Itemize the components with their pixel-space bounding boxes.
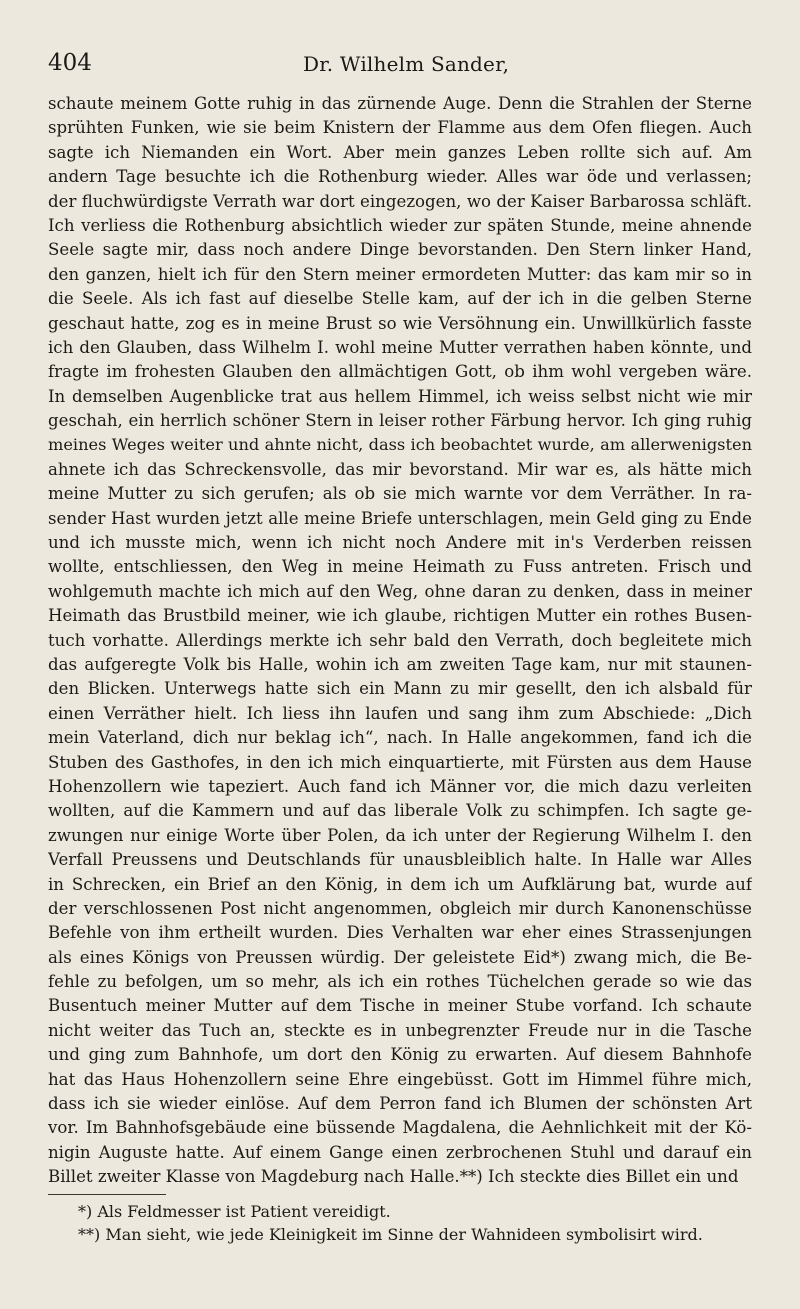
- text-line: nigin Auguste hatte. Auf einem Gange einen zerbrochenen Stuhl und darauf ein: [48, 1142, 752, 1162]
- text-line: wollte, entschliessen, den Weg in meine Heimath zu Fuss antreten. Frisch und: [48, 557, 752, 577]
- running-head: Dr. Wilhelm Sander,: [303, 52, 510, 76]
- footnote: **) Man sieht, wie jede Kleinigkeit im Sinne der Wahnideen symbolisirt wird.: [78, 1225, 703, 1244]
- text-line: Seele sagte mir, dass noch andere Dinge bevorstanden. Den Stern linker Hand,: [48, 240, 752, 260]
- text-line: sagte ich Niemanden ein Wort. Aber mein ganzes Leben rollte sich auf. Am: [48, 142, 752, 162]
- text-line: meine Mutter zu sich gerufen; als ob sie mich warnte vor dem Verräther. In ra-: [48, 484, 752, 504]
- text-line: mein Vaterland, dich nur beklag ich“, nach. In Halle angekommen, fand ich die: [48, 728, 752, 748]
- text-line: geschaut hatte, zog es in meine Brust so wie Versöhnung ein. Unwillkürlich fasste: [48, 313, 752, 333]
- text-line: in Schrecken, ein Brief an den König, in dem ich um Aufklärung bat, wurde auf: [48, 874, 752, 894]
- text-line: Befehle von ihm ertheilt wurden. Dies Verhalten war eher eines Strassenjungen: [48, 923, 752, 943]
- text-line: die Seele. Als ich fast auf dieselbe Stelle kam, auf der ich in die gelben Sterne: [48, 289, 752, 309]
- body-text: [48, 92, 752, 1190]
- text-line: Busentuch meiner Mutter auf dem Tische in meiner Stube vorfand. Ich schaute: [48, 996, 752, 1016]
- text-line: sprühten Funken, wie sie beim Knistern der Flamme aus dem Ofen fliegen. Auch: [48, 118, 752, 138]
- text-line: Stuben des Gasthofes, in den ich mich einquartierte, mit Fürsten aus dem Hause: [48, 752, 752, 772]
- text-line: dass ich sie wieder einlöse. Auf dem Perron fand ich Blumen der schönsten Art: [48, 1094, 752, 1114]
- text-line: sender Hast wurden jetzt alle meine Briefe unterschlagen, mein Geld ging zu Ende: [48, 508, 752, 528]
- text-line: Hohenzollern wie tapeziert. Auch fand ich Männer vor, die mich dazu verleiten: [48, 776, 752, 796]
- text-line: meines Weges weiter und ahnte nicht, dass ich beobachtet wurde, am allerwenigsten: [48, 435, 752, 455]
- text-line: tuch vorhatte. Allerdings merkte ich sehr bald den Verrath, doch begleitete mich: [48, 630, 752, 650]
- text-line: Verfall Preussens und Deutschlands für unausbleiblich halte. In Halle war Alles: [48, 850, 752, 870]
- text-line: den ganzen, hielt ich für den Stern meiner ermordeten Mutter: das kam mir so in: [48, 264, 752, 284]
- text-line: Billet zweiter Klasse von Magdeburg nach Halle.**) Ich steckte dies Billet ein und: [48, 1167, 739, 1187]
- text-line: der verschlossenen Post nicht angenommen, obgleich mir durch Kanonenschüsse: [48, 898, 752, 918]
- page-header: [48, 50, 752, 82]
- text-line: geschah, ein herrlich schöner Stern in leiser rother Färbung hervor. Ich ging ruhig: [48, 411, 752, 431]
- text-line: schaute meinem Gotte ruhig in das zürnende Auge. Denn die Strahlen der Sterne: [48, 94, 752, 113]
- page-number: 404: [48, 50, 92, 76]
- text-line: fehle zu befolgen, um so mehr, als ich ein rothes Tüchelchen gerade so wie das: [48, 972, 752, 992]
- text-line: zwungen nur einige Worte über Polen, da ich unter der Regierung Wilhelm I. den: [48, 825, 752, 845]
- text-line: ahnete ich das Schreckensvolle, das mir bevorstand. Mir war es, als hätte mich: [48, 459, 752, 479]
- text-line: Ich verliess die Rothenburg absichtlich wieder zur späten Stunde, meine ahnende: [48, 215, 752, 235]
- text-line: fragte im frohesten Glauben den allmächtigen Gott, ob ihm wohl vergeben wäre.: [48, 362, 752, 382]
- text-line: wohlgemuth machte ich mich auf den Weg, ohne daran zu denken, dass in meiner: [48, 581, 752, 601]
- text-line: den Blicken. Unterwegs hatte sich ein Mann zu mir gesellt, den ich alsbald für: [48, 679, 752, 699]
- text-line: Heimath das Brustbild meiner, wie ich glaube, richtigen Mutter ein rothes Busen-: [48, 606, 752, 626]
- footnote: *) Als Feldmesser ist Patient vereidigt.: [78, 1202, 391, 1221]
- text-line: als eines Königs von Preussen würdig. Der geleistete Eid*) zwang mich, die Be-: [48, 947, 752, 967]
- text-line: einen Verräther hielt. Ich liess ihn laufen und sang ihm zum Abschiede: „Dich: [48, 703, 752, 723]
- footnotes: [78, 1200, 758, 1246]
- text-line: ich den Glauben, dass Wilhelm I. wohl meine Mutter verrathen haben könnte, und: [48, 337, 752, 357]
- text-line: hat das Haus Hohenzollern seine Ehre eingebüsst. Gott im Himmel führe mich,: [48, 1069, 752, 1089]
- text-line: In demselben Augenblicke trat aus hellem Himmel, ich weiss selbst nicht wie mir: [48, 386, 752, 406]
- text-line: der fluchwürdigste Verrath war dort eingezogen, wo der Kaiser Barbarossa schläft.: [48, 191, 752, 211]
- text-line: nicht weiter das Tuch an, steckte es in unbegrenzter Freude nur in die Tasche: [48, 1020, 752, 1040]
- text-line: andern Tage besuchte ich die Rothenburg wieder. Alles war öde und verlassen;: [48, 167, 752, 187]
- text-line: vor. Im Bahnhofsgebäude eine büssende Magdalena, die Aehnlichkeit mit der Kö-: [48, 1118, 752, 1138]
- text-line: und ich musste mich, wenn ich nicht noch Andere mit in's Verderben reissen: [48, 533, 752, 553]
- text-line: wollten, auf die Kammern und auf das liberale Volk zu schimpfen. Ich sagte ge-: [48, 801, 752, 821]
- footnote-divider: [48, 1194, 166, 1195]
- text-line: das aufgeregte Volk bis Halle, wohin ich am zweiten Tage kam, nur mit staunen-: [48, 654, 752, 674]
- text-line: und ging zum Bahnhofe, um dort den König zu erwarten. Auf diesem Bahnhofe: [48, 1045, 752, 1065]
